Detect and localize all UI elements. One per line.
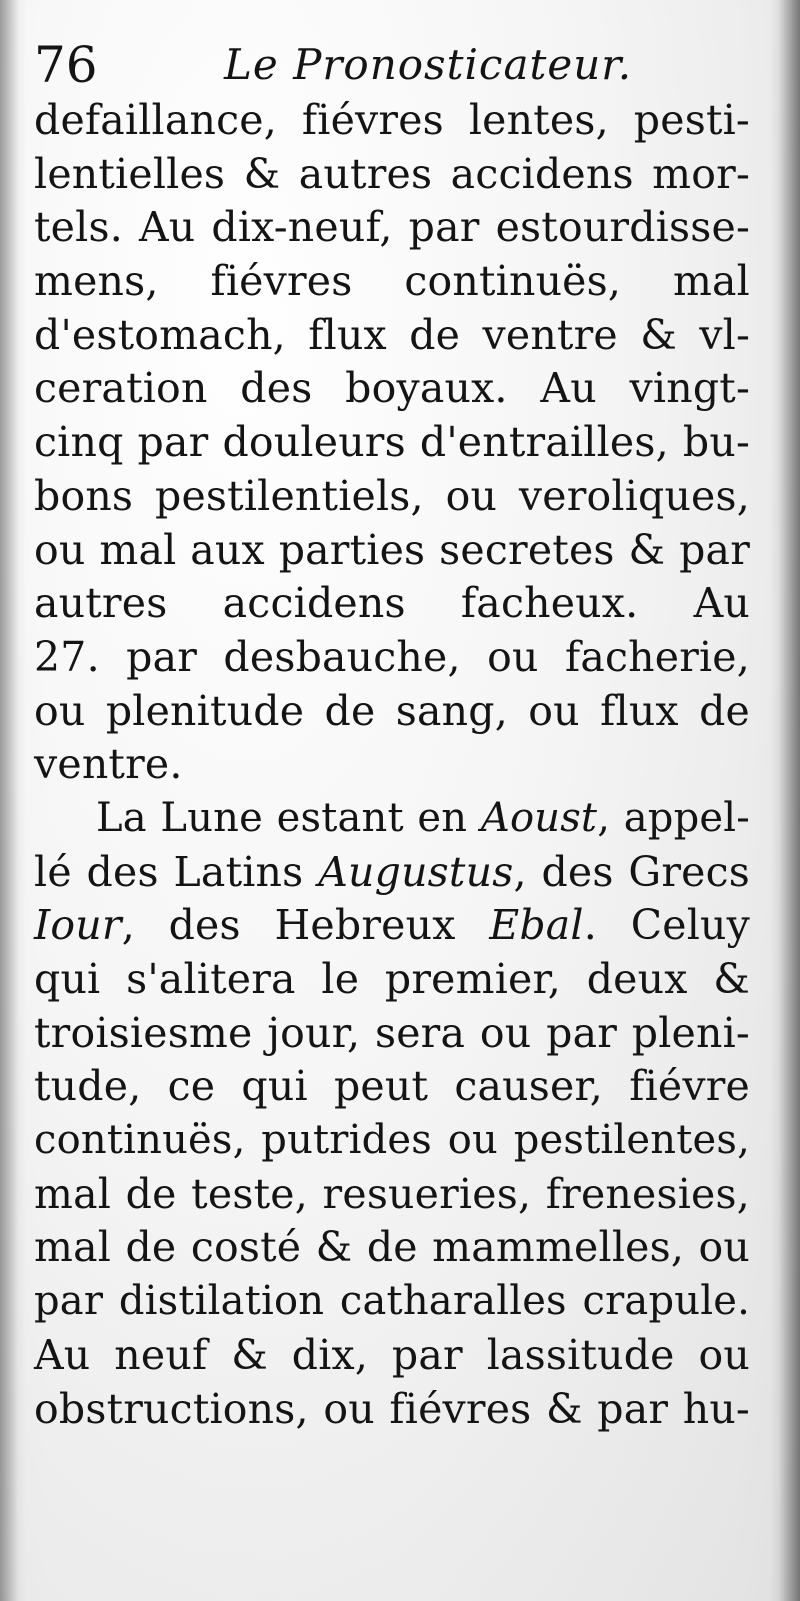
text-line: d'estomach, flux de ventre & vl- <box>34 310 750 359</box>
text-fragment: , des Hebreux <box>121 901 490 950</box>
text-line: autres accidens facheux. Au <box>34 579 750 628</box>
italic-word: Aoust <box>480 794 598 841</box>
running-head: Le Pronosticateur. <box>224 40 633 89</box>
text-line: lentielles & autres accidens mor- <box>34 149 750 198</box>
text-line: ventre. <box>34 740 183 789</box>
page-left-shadow <box>0 0 26 1601</box>
text-fragment: , appel- <box>597 794 750 841</box>
text-line: tude, ce qui peut causer, fiévre <box>34 1062 750 1111</box>
page-number: 76 <box>34 36 98 94</box>
italic-word: Iour <box>34 901 122 950</box>
text-line: Au neuf & dix, par lassitude ou <box>34 1330 750 1379</box>
text-line: defaillance, fiévres lentes, pesti- <box>34 96 750 144</box>
text-line: cinq par douleurs d'entrailles, bu- <box>34 418 750 467</box>
text-line: continuës, putrides ou pestilentes, <box>34 1117 750 1164</box>
text-fragment: La Lune estant en <box>96 794 481 841</box>
text-line-latins <box>34 846 750 900</box>
text-fragment: , des Grecs <box>513 847 751 896</box>
text-line: ou plenitude de sang, ou flux de <box>34 686 750 735</box>
page-header <box>34 34 750 96</box>
text-line: bons pestilentiels, ou veroliques, <box>34 471 750 520</box>
text-fragment: lé des Latins <box>34 847 319 896</box>
italic-word: Augustus <box>318 847 514 896</box>
text-line: tels. Au dix-neuf, par estourdisse- <box>34 203 750 252</box>
text-line: obstructions, ou fiévres & par hu- <box>34 1384 750 1433</box>
page-right-shadow <box>770 0 800 1601</box>
text-fragment: . Celuy <box>583 901 751 950</box>
text-line: ou mal aux parties secretes & par <box>34 525 750 574</box>
text-line: mens, fiévres continuës, mal <box>34 257 750 306</box>
text-line: troisiesme jour, sera ou par pleni- <box>34 1008 750 1057</box>
italic-word: Ebal <box>489 901 584 950</box>
body-text <box>34 94 750 1436</box>
text-line: mal de costé & de mammelles, ou <box>34 1223 750 1272</box>
text-line: ceration des boyaux. Au vingt- <box>34 364 750 413</box>
text-line: qui s'alitera le premier, deux & <box>34 955 750 1003</box>
text-line: mal de teste, resueries, frenesies, <box>34 1169 750 1218</box>
text-line: par distilation catharalles crapule. <box>34 1278 750 1325</box>
text-line-hebreux <box>34 899 750 953</box>
text-line: 27. par desbauche, ou facherie, <box>34 632 750 681</box>
text-line-august <box>34 792 750 846</box>
